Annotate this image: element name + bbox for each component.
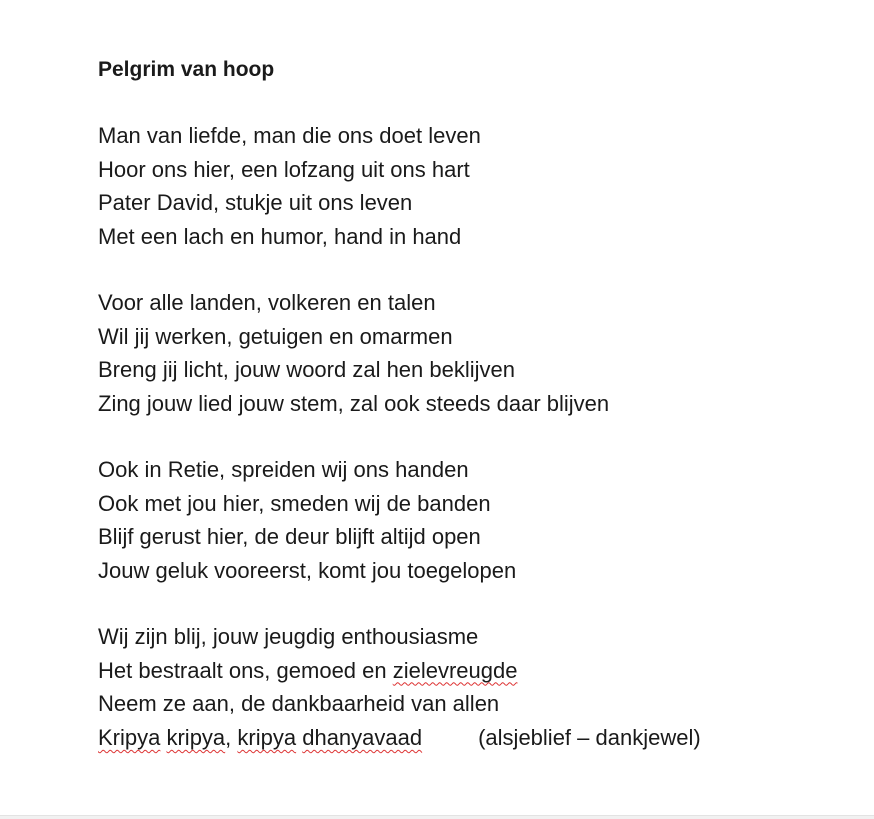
- translation-note: (alsjeblief – dankjewel): [478, 724, 701, 750]
- stanza-4: [98, 620, 701, 754]
- poem-line: Breng jij licht, jouw woord zal hen beklijven: [98, 357, 515, 383]
- spellcheck-flagged-word[interactable]: kripya: [237, 724, 297, 750]
- spellcheck-flagged-word[interactable]: dhanyavaad: [302, 724, 423, 750]
- spellcheck-flagged-word[interactable]: Kripya: [98, 724, 161, 750]
- poem-line: Wij zijn blij, jouw jeugdig enthousiasme: [98, 624, 479, 649]
- stanza-2: [98, 286, 609, 420]
- stanza-3: [98, 453, 516, 587]
- poem-line: Met een lach en humor, hand in hand: [98, 223, 462, 249]
- poem-line: Ook met jou hier, smeden wij de banden: [98, 490, 491, 516]
- spellcheck-flagged-word[interactable]: zielevreugde: [392, 657, 518, 683]
- page-bottom-edge: [0, 815, 874, 819]
- poem-line: Pater David, stukje uit ons leven: [98, 190, 413, 216]
- poem-line: Wil jij werken, getuigen en omarmen: [98, 323, 453, 349]
- poem-line: Voor alle landen, volkeren en talen: [98, 290, 436, 315]
- poem-line: [98, 654, 701, 688]
- poem-line-text: Het bestraalt ons, gemoed en: [98, 657, 393, 683]
- poem-line: Hoor ons hier, een lofzang uit ons hart: [98, 156, 470, 182]
- poem-line: Jouw geluk vooreerst, komt jou toegelopen: [98, 557, 517, 583]
- poem-line: Neem ze aan, de dankbaarheid van allen: [98, 691, 500, 717]
- poem-line: Man van liefde, man die ons doet leven: [98, 123, 481, 148]
- poem-line: Ook in Retie, spreiden wij ons handen: [98, 457, 469, 482]
- poem-line: Zing jouw lied jouw stem, zal ook steeds daar blijven: [98, 390, 610, 416]
- stanza-1: [98, 119, 481, 253]
- spellcheck-flagged-word[interactable]: kripya: [166, 724, 226, 750]
- poem-title: Pelgrim van hoop: [98, 58, 275, 81]
- poem-line: Kripya kripya, kripya dhanyavaad (alsjeblief – dankjewel): [98, 724, 701, 750]
- poem-line: Blijf gerust hier, de deur blijft altijd open: [98, 524, 481, 550]
